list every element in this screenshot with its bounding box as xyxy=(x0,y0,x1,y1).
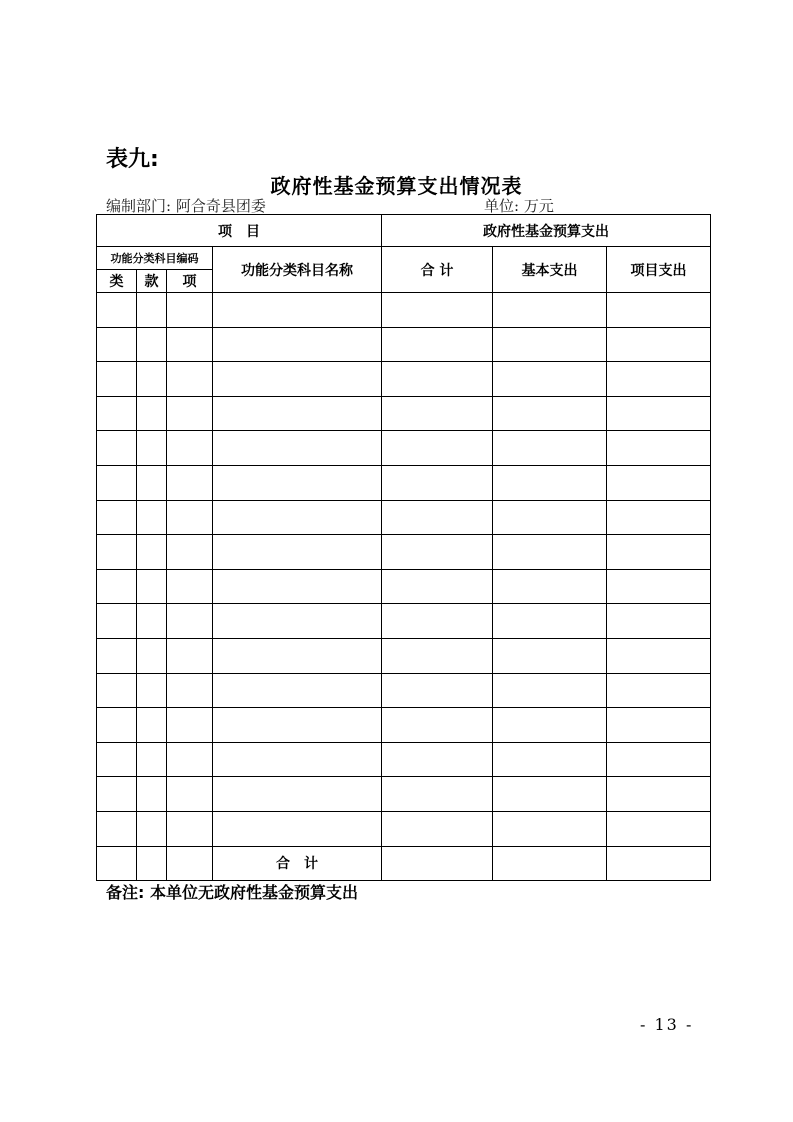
table-row xyxy=(97,638,711,673)
table-row xyxy=(97,535,711,570)
header-name: 功能分类科目名称 xyxy=(213,247,382,293)
table-row xyxy=(97,327,711,362)
total-row-label: 合 计 xyxy=(213,846,382,881)
header-fund-expenditure: 政府性基金预算支出 xyxy=(382,215,711,247)
table-row xyxy=(97,569,711,604)
table-row xyxy=(97,362,711,397)
currency-unit: 单位: 万元 xyxy=(484,197,554,215)
budget-table xyxy=(96,214,711,881)
table-number: 表九: xyxy=(106,147,159,172)
table-row xyxy=(97,742,711,777)
table-row xyxy=(97,431,711,466)
page-title: 政府性基金预算支出情况表 xyxy=(270,174,523,198)
table-row xyxy=(97,604,711,639)
header-xiang: 项 xyxy=(167,270,213,293)
table-row xyxy=(97,500,711,535)
header-row-1 xyxy=(97,215,711,247)
header-row-2 xyxy=(97,247,711,270)
page-number: - 13 - xyxy=(640,1015,694,1034)
header-lei: 类 xyxy=(97,270,137,293)
remarks-note: 备注: 本单位无政府性基金预算支出 xyxy=(106,883,358,902)
header-code: 功能分类科目编码 xyxy=(97,247,213,270)
table-row xyxy=(97,811,711,846)
total-row xyxy=(97,846,711,881)
table-row xyxy=(97,673,711,708)
compiling-department: 编制部门: 阿合奇县团委 xyxy=(106,197,266,215)
header-item: 项 目 xyxy=(97,215,382,247)
header-kuan: 款 xyxy=(137,270,167,293)
table-row xyxy=(97,465,711,500)
header-project: 项目支出 xyxy=(607,247,711,293)
table-row xyxy=(97,293,711,328)
table-row xyxy=(97,708,711,743)
table-row xyxy=(97,777,711,812)
table-row xyxy=(97,396,711,431)
header-basic: 基本支出 xyxy=(493,247,607,293)
header-total: 合 计 xyxy=(382,247,493,293)
